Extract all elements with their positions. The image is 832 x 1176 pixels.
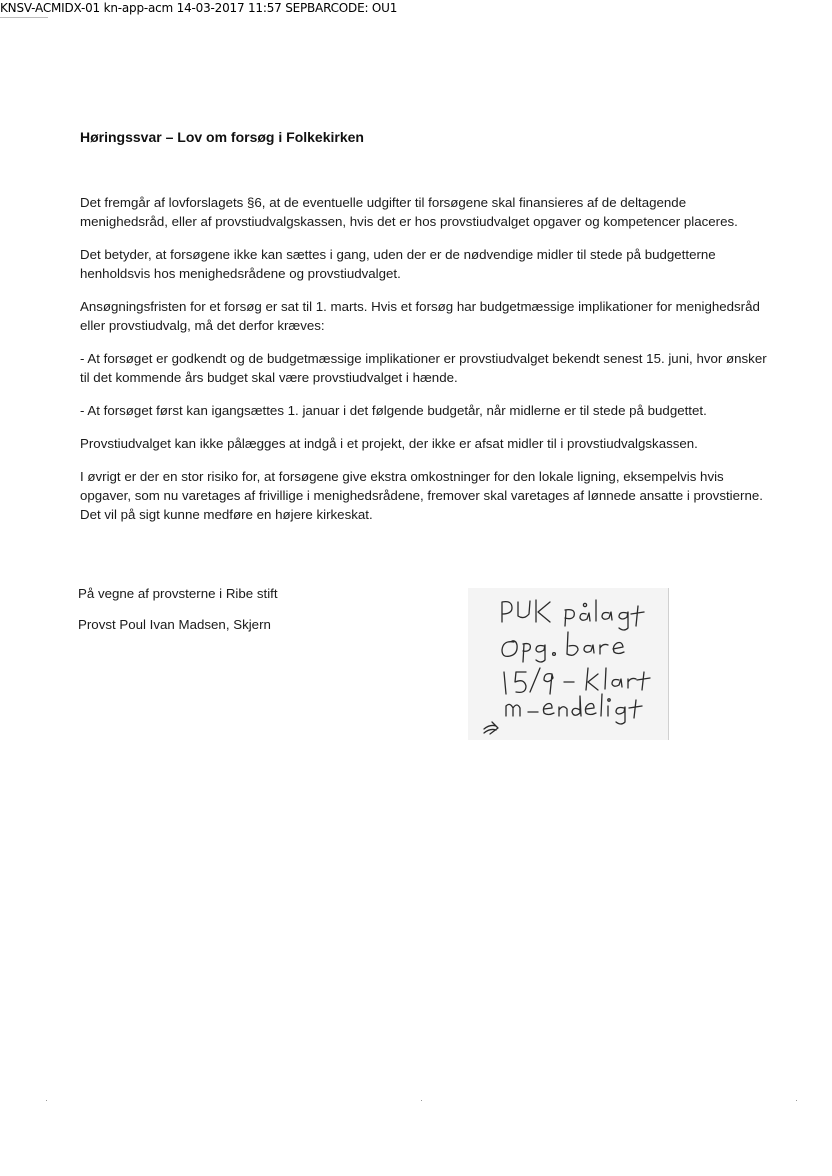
page-title: Høringssvar – Lov om forsøg i Folkekirken	[80, 129, 364, 145]
scan-speck	[421, 1100, 422, 1101]
signature-block	[78, 584, 278, 646]
paragraph-no-obligation: Provstiudvalget kan ikke pålægges at indgå i et projekt, der ikke er afsat midler til i provstiudvalgskassen.	[80, 436, 698, 451]
scan-speck	[796, 1100, 797, 1101]
paragraph-risk: I øvrigt er der en stor risiko for, at forsøgene give ekstra omkostninger for den lokale ligning, eksempelvis hvis opgaver, som nu varetages af frivillige i menighedsrådene, fremover skal varetages af lønnede ansatte i provstierne. Det vil på sigt kunne medføre en højere kirkeskat.	[80, 469, 763, 522]
handwritten-note-drawing	[468, 588, 668, 740]
signature-name: Provst Poul Ivan Madsen, Skjern	[78, 617, 271, 632]
scan-speck	[46, 1100, 47, 1101]
signature-on-behalf: På vegne af provsterne i Ribe stift	[78, 586, 278, 601]
handwritten-note	[468, 588, 669, 740]
paragraph-requirement-start: - At forsøget først kan igangsættes 1. januar i det følgende budgetår, når midlerne er til stede på budgettet.	[80, 403, 707, 418]
scan-header-stamp: KNSV-ACMIDX-01 kn-app-acm 14-03-2017 11:57 SEPBARCODE: OU1	[0, 1, 398, 15]
paragraph-budgets: Det betyder, at forsøgene ikke kan sættes i gang, uden der er de nødvendige midler til stede på budgetterne henholdsvis hos menighedsrådene og provstiudvalget.	[80, 247, 716, 281]
paragraph-financing: Det fremgår af lovforslagets §6, at de eventuelle udgifter til forsøgene skal finansieres af de deltagende menighedsråd, eller af provstiudvalgskassen, hvis det er hos provstiudvalget opgaver og kompetencer placeres.	[80, 195, 738, 229]
header-underline	[0, 17, 48, 18]
document-body	[80, 193, 770, 538]
paragraph-deadline: Ansøgningsfristen for et forsøg er sat til 1. marts. Hvis et forsøg har budgetmæssige implikationer for menighedsråd eller provstiudvalg, må det derfor kræves:	[80, 299, 760, 333]
paragraph-requirement-approval: - At forsøget er godkendt og de budgetmæssige implikationer er provstiudvalget bekendt senest 15. juni, hvor ønsker til det kommende års budget skal være provstiudvalget i hænde.	[80, 351, 767, 385]
